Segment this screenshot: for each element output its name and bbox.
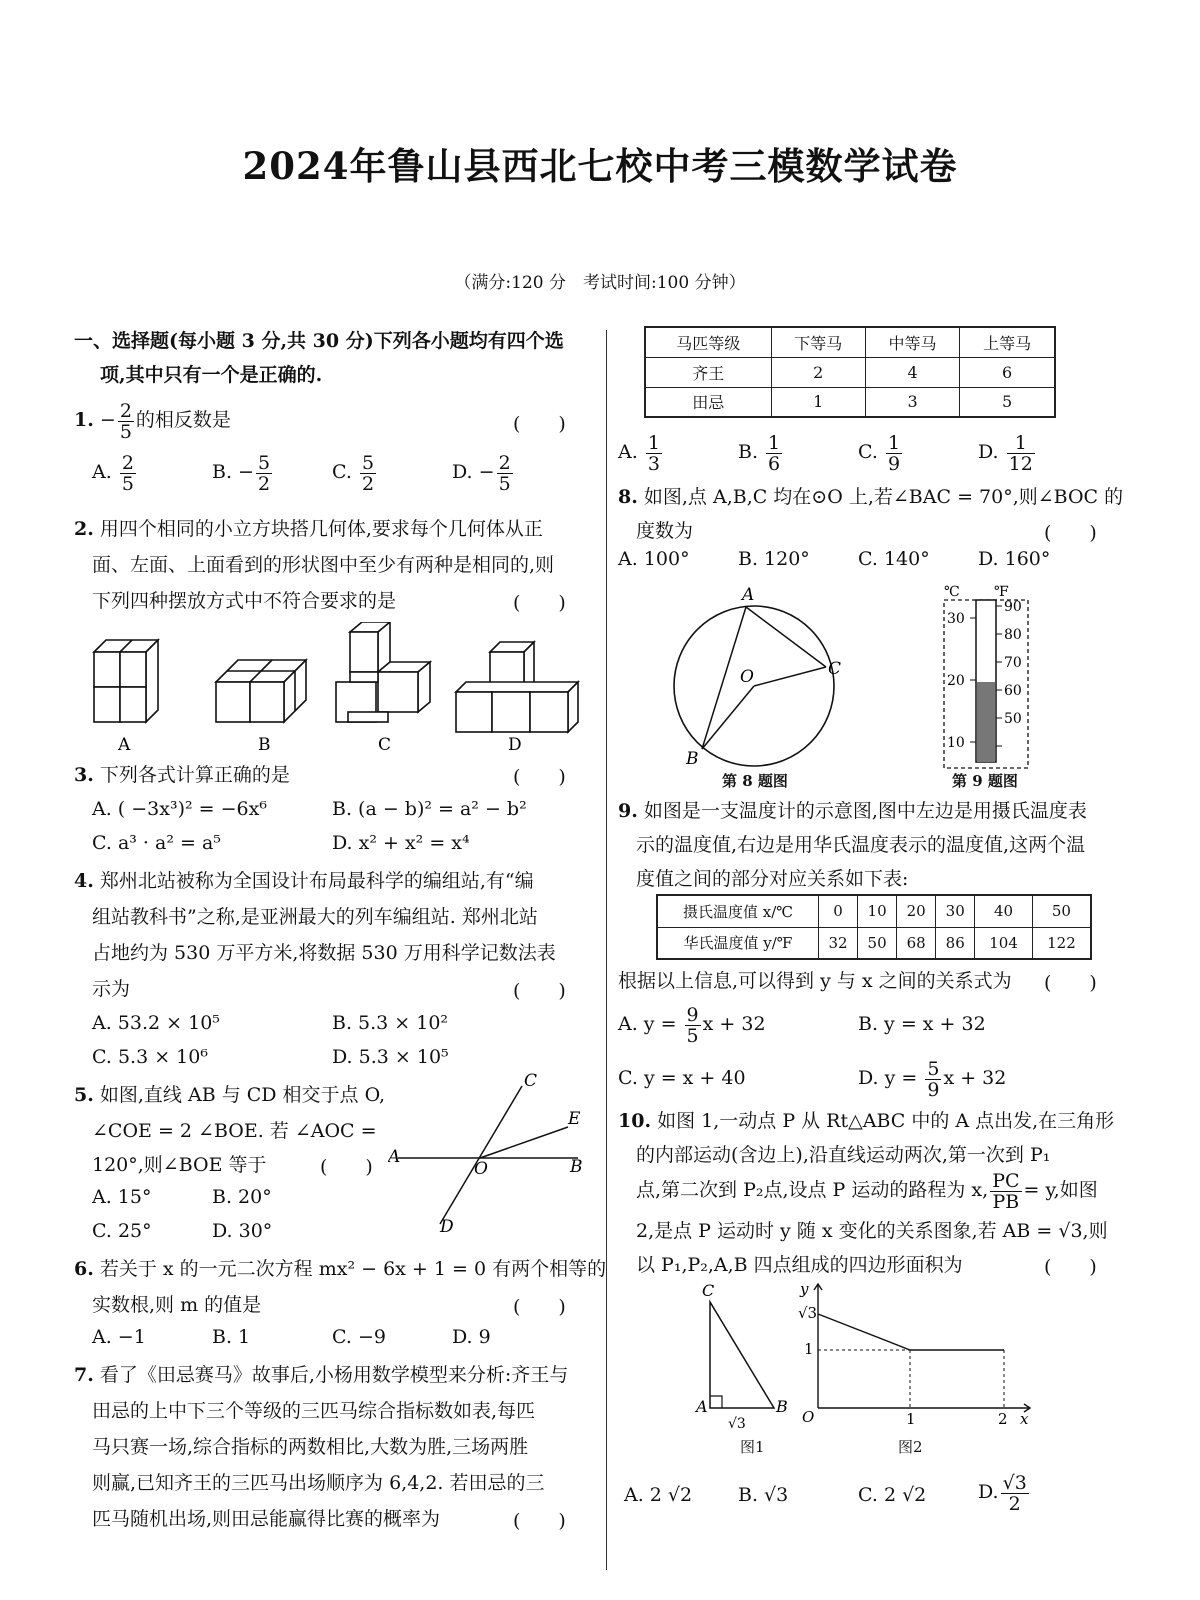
q4-option-c[interactable]: C. 5.3 × 10⁶ <box>92 1046 208 1068</box>
question-7: 7. 看了《田忌赛马》故事后,小杨用数学模型来分析:齐王与 <box>74 1364 569 1386</box>
q6-option-d[interactable]: D. 9 <box>452 1326 491 1348</box>
question-7-line: 则赢,已知齐王的三匹马出场顺序为 6,4,2. 若田忌的三 <box>92 1472 545 1494</box>
q10-option-d[interactable]: D. $\frac{√3}{2}$ <box>978 1471 1027 1515</box>
q10-triangle-figure <box>682 1282 802 1442</box>
option-c[interactable]: C. $\frac{1}{9}$ <box>858 431 901 475</box>
question-10-line: 的内部运动(含边上),沿直线运动两次,第一次到 P₁ <box>636 1144 1051 1166</box>
answer-blank[interactable]: ( ) <box>513 592 566 614</box>
table-cell: 0 <box>819 895 858 927</box>
table-cell: 30 <box>936 895 975 927</box>
q4-option-d[interactable]: D. 5.3 × 10⁵ <box>332 1046 449 1068</box>
label-a: A <box>696 1397 708 1416</box>
question-6-line: 实数根,则 m 的值是 <box>92 1294 262 1316</box>
label-d: D <box>440 1217 454 1232</box>
q10-option-b[interactable]: B. √3 <box>738 1484 789 1506</box>
table-cell: 5 <box>960 387 1055 417</box>
q6-option-a[interactable]: A. −1 <box>92 1326 146 1348</box>
question-9-line: 度值之间的部分对应关系如下表: <box>636 868 909 890</box>
answer-blank[interactable]: ( ) <box>513 1510 566 1532</box>
question-3: 3. 下列各式计算正确的是 <box>74 764 290 786</box>
fahrenheit-tick: 90 <box>1004 599 1022 615</box>
q6-option-b[interactable]: B. 1 <box>212 1326 251 1348</box>
label-b: B <box>686 749 699 769</box>
tick-1: 1 <box>804 1340 814 1358</box>
figure-label-d: D <box>508 735 522 752</box>
table-cell: 104 <box>975 927 1033 959</box>
q3-option-b[interactable]: B. (a − b)² = a² − b² <box>332 798 527 820</box>
question-1: 1. − $\frac{2}{5}$ 的相反数是 <box>74 399 231 443</box>
option-b[interactable]: B. $\frac{1}{6}$ <box>738 431 781 475</box>
table-cell: 50 <box>1032 895 1091 927</box>
option-a[interactable]: A. $\frac{2}{5}$ <box>92 451 134 495</box>
table-header: 马匹等级 <box>645 327 771 357</box>
question-4-line: 组站教科书”之称,是亚洲最大的列车编组站. 郑州北站 <box>92 906 538 928</box>
celsius-tick: 10 <box>947 735 965 751</box>
table-cell: 2 <box>771 357 865 387</box>
fahrenheit-tick: 80 <box>1004 627 1022 643</box>
label-c: C <box>702 1282 715 1300</box>
table-cell: 32 <box>819 927 858 959</box>
figure-a-cubes <box>94 640 158 722</box>
x-tick-2: 2 <box>998 1410 1008 1428</box>
table-cell: 4 <box>865 357 959 387</box>
figure-8-caption: 第 8 题图 <box>722 772 788 790</box>
q6-option-c[interactable]: C. −9 <box>332 1326 386 1348</box>
q4-option-b[interactable]: B. 5.3 × 10² <box>332 1012 449 1034</box>
celsius-unit: ℃ <box>944 584 960 600</box>
table-header: 中等马 <box>865 327 959 357</box>
q8-circle-figure <box>662 584 862 784</box>
section-heading: 一、选择题(每小题 3 分,共 30 分)下列各小题均有四个选 <box>74 330 564 352</box>
table-cell: 20 <box>897 895 936 927</box>
answer-blank[interactable]: ( ) <box>1044 522 1097 544</box>
axis-x-label: x <box>1020 1410 1029 1428</box>
label-c: C <box>524 1072 538 1091</box>
table-cell: 华氏温度值 y/℉ <box>657 927 819 959</box>
figure-9-caption: 第 9 题图 <box>952 772 1018 790</box>
question-7-line: 马只赛一场,综合指标的两数相比,大数为胜,三场两胜 <box>92 1436 529 1458</box>
fahrenheit-tick: 50 <box>1004 711 1022 727</box>
question-5-line: 120°,则∠BOE 等于 <box>92 1154 267 1176</box>
q5-option-d[interactable]: D. 30° <box>212 1220 273 1242</box>
label-b: B <box>776 1397 788 1416</box>
question-6: 6. 若关于 x 的一元二次方程 mx² − 6x + 1 = 0 有两个相等的 <box>74 1258 607 1280</box>
table-cell: 40 <box>975 895 1033 927</box>
figure-c-cubes <box>336 622 430 722</box>
option-c[interactable]: C. y = x + 40 <box>618 1067 746 1089</box>
q3-option-c[interactable]: C. a³ · a² = a⁵ <box>92 832 221 854</box>
question-8-line: 度数为 <box>636 520 694 542</box>
question-9: 9. 如图是一支温度计的示意图,图中左边是用摄氏温度表 <box>618 800 1087 822</box>
figure-label-a: A <box>118 735 131 752</box>
question-4-line: 占地约为 530 万平方米,将数据 530 万用科学记数法表 <box>92 942 556 964</box>
question-4-line: 示为 <box>92 978 131 1000</box>
q10-graph-figure <box>798 1278 1038 1438</box>
fahrenheit-unit: ℉ <box>994 584 1009 600</box>
question-2-line: 面、左面、上面看到的形状图中至少有两种是相同的,则 <box>92 554 555 576</box>
q3-option-a[interactable]: A. ( −3x³)² = −6x⁶ <box>92 798 267 820</box>
label-e: E <box>568 1109 581 1129</box>
tick-sqrt3: √3 <box>798 1304 818 1322</box>
figure-2-caption: 图2 <box>898 1438 923 1456</box>
figure-label-c: C <box>378 735 392 752</box>
q8-option-d[interactable]: D. 160° <box>978 548 1051 570</box>
question-10-line: 以 P₁,P₂,A,B 四点组成的四边形面积为 <box>636 1254 963 1276</box>
answer-blank[interactable]: ( ) <box>1044 1256 1097 1278</box>
table-cell: 1 <box>771 387 865 417</box>
q9-thermometer-figure <box>922 584 1052 774</box>
question-7-line: 匹马随机出场,则田忌能赢得比赛的概率为 <box>92 1508 441 1530</box>
answer-blank[interactable]: ( ) <box>513 980 566 1002</box>
figure-1-caption: 图1 <box>740 1438 765 1456</box>
q3-option-d[interactable]: D. x² + x² = x⁴ <box>332 832 470 854</box>
q8-option-c[interactable]: C. 140° <box>858 548 930 570</box>
answer-blank[interactable]: ( ) <box>513 1296 566 1318</box>
question-7-line: 田忌的上中下三个等级的三匹马综合指标数如表,每匹 <box>92 1400 536 1422</box>
q5-option-c[interactable]: C. 25° <box>92 1220 152 1242</box>
label-ab-length: √3 <box>728 1416 746 1432</box>
figure-d-cubes <box>456 642 578 732</box>
q10-option-c[interactable]: C. 2 √2 <box>858 1484 927 1506</box>
table-header: 下等马 <box>771 327 865 357</box>
question-10-line: 2,是点 P 运动时 y 随 x 变化的关系图象,若 AB = √3,则 <box>636 1220 1108 1242</box>
q5-intersecting-lines-figure <box>388 1072 588 1232</box>
label-o: O <box>474 1159 488 1179</box>
option-b[interactable]: B. y = x + 32 <box>858 1013 986 1035</box>
table-cell: 50 <box>858 927 897 959</box>
option-d[interactable]: D. − $\frac{2}{5}$ <box>452 451 511 495</box>
fahrenheit-tick: 60 <box>1004 683 1022 699</box>
q9-temperature-table <box>656 894 1092 960</box>
exam-info: （满分:120 分 考试时间:100 分钟） <box>454 273 746 293</box>
figure-b-cubes <box>216 660 306 722</box>
celsius-tick: 30 <box>947 611 965 627</box>
label-a: A <box>742 585 755 605</box>
table-cell: 122 <box>1032 927 1091 959</box>
table-cell: 10 <box>858 895 897 927</box>
label-b: B <box>570 1157 583 1177</box>
celsius-tick: 20 <box>947 673 965 689</box>
table-cell: 86 <box>936 927 975 959</box>
q5-option-b[interactable]: B. 20° <box>212 1186 272 1208</box>
question-5: 5. 如图,直线 AB 与 CD 相交于点 O, <box>74 1084 386 1106</box>
origin-label: O <box>802 1408 815 1426</box>
table-cell: 68 <box>897 927 936 959</box>
question-8: 8. 如图,点 A,B,C 均在⊙O 上,若∠BAC = 70°,则∠BOC 的 <box>618 486 1124 508</box>
table-cell: 田忌 <box>645 387 771 417</box>
answer-blank[interactable]: ( ) <box>1044 972 1097 994</box>
q10-option-a[interactable]: A. 2 √2 <box>624 1484 693 1506</box>
page-title: 2024年鲁山县西北七校中考三模数学试卷 <box>242 144 958 188</box>
q4-option-a[interactable]: A. 53.2 × 10⁵ <box>92 1012 220 1034</box>
answer-blank[interactable]: ( ) <box>513 766 566 788</box>
answer-blank[interactable]: ( ) <box>513 413 566 435</box>
question-5-line: ∠COE = 2 ∠BOE. 若 ∠AOC = <box>92 1120 377 1142</box>
q2-cube-figures <box>78 622 590 752</box>
option-b[interactable]: B. − $\frac{5}{2}$ <box>212 451 271 495</box>
option-a[interactable]: A. $\frac{1}{3}$ <box>618 431 660 475</box>
figure-label-b: B <box>258 735 271 752</box>
option-d[interactable]: D. y = $\frac{5}{9}$ x + 32 <box>858 1057 1007 1101</box>
option-a[interactable]: A. y = $\frac{9}{5}$ x + 32 <box>618 1003 766 1047</box>
column-divider <box>606 330 607 1570</box>
question-10-line: 点,第二次到 P₂点,设点 P 运动的路程为 x, $\frac{PC}{PB}$ = y,如图 <box>636 1169 1098 1213</box>
question-2: 2. 用四个相同的小立方块搭几何体,要求每个几何体从正 <box>74 518 543 540</box>
section-heading-cont: 项,其中只有一个是正确的. <box>100 364 323 386</box>
question-2-line: 下列四种摆放方式中不符合要求的是 <box>92 590 397 612</box>
option-c[interactable]: C. $\frac{5}{2}$ <box>332 451 375 495</box>
table-header: 上等马 <box>960 327 1055 357</box>
q7-horse-table <box>644 326 1056 418</box>
label-c: C <box>828 659 842 679</box>
label-o: O <box>740 667 754 687</box>
table-cell: 3 <box>865 387 959 417</box>
axis-y-label: y <box>800 1280 809 1298</box>
question-9-prompt: 根据以上信息,可以得到 y 与 x 之间的关系式为 <box>618 970 1012 992</box>
question-9-line: 示的温度值,右边是用华氏温度表示的温度值,这两个温 <box>636 834 1086 856</box>
fahrenheit-tick: 70 <box>1004 655 1022 671</box>
answer-blank[interactable]: ( ) <box>320 1156 373 1178</box>
table-cell: 6 <box>960 357 1055 387</box>
table-cell: 摄氏温度值 x/℃ <box>657 895 819 927</box>
x-tick-1: 1 <box>906 1410 916 1428</box>
q8-option-a[interactable]: A. 100° <box>618 548 690 570</box>
question-10: 10. 如图 1,一动点 P 从 Rt△ABC 中的 A 点出发,在三角形 <box>618 1110 1115 1132</box>
q8-option-b[interactable]: B. 120° <box>738 548 810 570</box>
table-cell: 齐王 <box>645 357 771 387</box>
q5-option-a[interactable]: A. 15° <box>92 1186 152 1208</box>
question-4: 4. 郑州北站被称为全国设计布局最科学的编组站,有“编 <box>74 870 534 892</box>
label-a: A <box>388 1147 401 1167</box>
option-d[interactable]: D. $\frac{1}{12}$ <box>978 431 1033 475</box>
